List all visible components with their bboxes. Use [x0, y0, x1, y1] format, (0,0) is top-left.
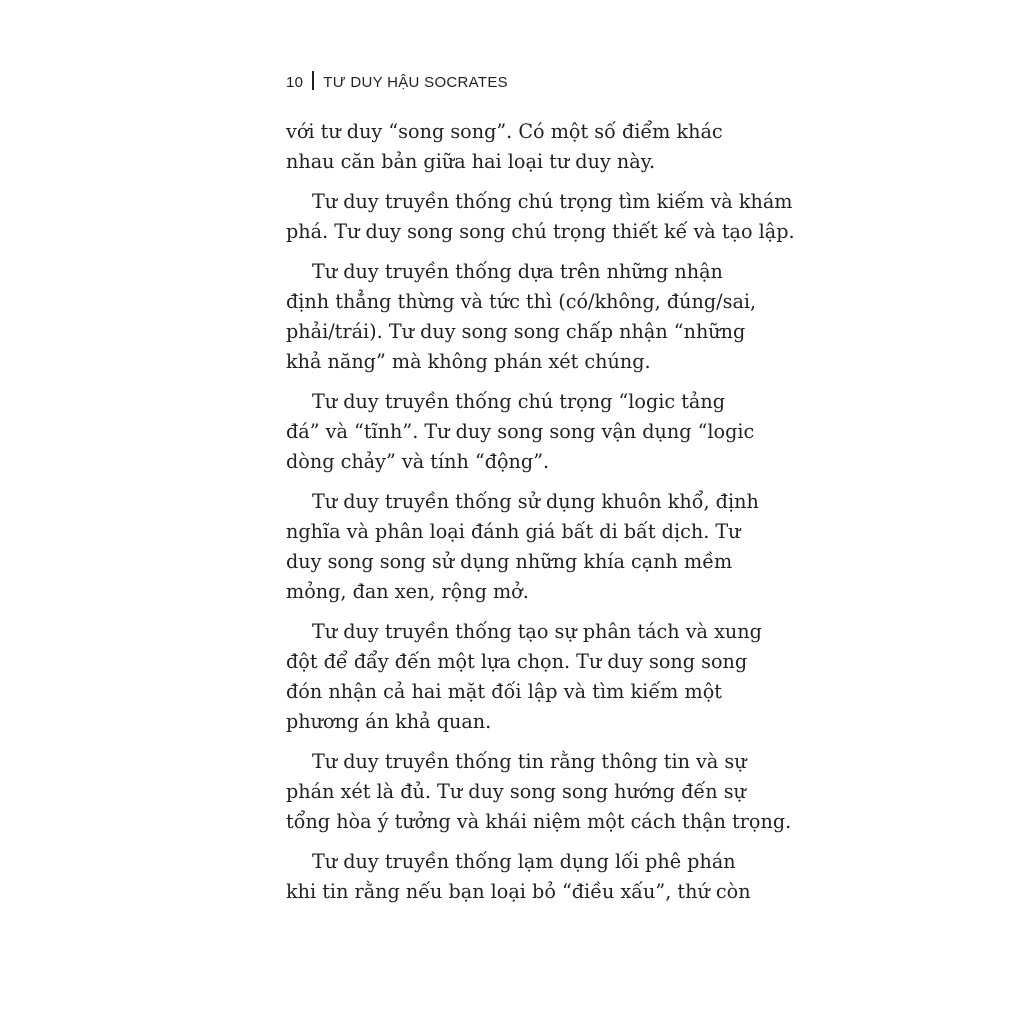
page-number: 10	[286, 73, 304, 91]
running-header	[286, 70, 508, 94]
text-line: Tư duy truyền thống sử dụng khuôn khổ, định	[312, 490, 759, 513]
text-line: dòng chảy” và tính “động”.	[286, 450, 550, 473]
body-text	[286, 117, 795, 917]
paragraph	[286, 117, 722, 177]
text-line: định thẳng thừng và tức thì (có/không, đúng/sai,	[286, 290, 757, 313]
text-line: khả năng” mà không phán xét chúng.	[286, 350, 651, 373]
running-title: TƯ DUY HẬU SOCRATES	[323, 73, 508, 91]
text-line: phán xét là đủ. Tư duy song song hướng đến sự	[286, 780, 746, 803]
text-line: mỏng, đan xen, rộng mở.	[286, 580, 529, 603]
text-line: Tư duy truyền thống chú trọng “logic tảng	[312, 390, 726, 413]
paragraph	[286, 617, 762, 737]
text-line: phương án khả quan.	[286, 710, 492, 733]
paragraph	[286, 487, 759, 607]
text-line: đón nhận cả hai mặt đối lập và tìm kiếm một	[286, 680, 722, 703]
text-line: đá” và “tĩnh”. Tư duy song song vận dụng “logic	[286, 420, 755, 443]
paragraph	[286, 747, 792, 837]
text-line: tổng hòa ý tưởng và khái niệm một cách thận trọng.	[286, 810, 792, 833]
text-line: Tư duy truyền thống dựa trên những nhận	[312, 260, 723, 283]
text-line: Tư duy truyền thống tin rằng thông tin và sự	[312, 750, 747, 773]
header-divider	[312, 71, 314, 90]
text-line: Tư duy truyền thống lạm dụng lối phê phán	[312, 850, 736, 873]
text-line: phá. Tư duy song song chú trọng thiết kế và tạo lập.	[286, 220, 795, 243]
text-line: đột để đẩy đến một lựa chọn. Tư duy song song	[286, 650, 748, 673]
text-line: nhau căn bản giữa hai loại tư duy này.	[286, 150, 656, 173]
paragraph	[286, 387, 755, 477]
text-line: duy song song sử dụng những khía cạnh mềm	[286, 550, 733, 573]
paragraph	[286, 847, 751, 907]
paragraph	[286, 257, 757, 377]
text-line: khi tin rằng nếu bạn loại bỏ “điều xấu”, thứ còn	[286, 880, 751, 903]
text-line: nghĩa và phân loại đánh giá bất di bất dịch. Tư	[286, 520, 741, 543]
text-line: với tư duy “song song”. Có một số điểm khác	[286, 120, 723, 143]
text-line: Tư duy truyền thống tạo sự phân tách và xung	[312, 620, 762, 643]
paragraph	[286, 187, 795, 247]
text-line: Tư duy truyền thống chú trọng tìm kiếm và khám	[312, 190, 793, 213]
text-line: phải/trái). Tư duy song song chấp nhận “những	[286, 320, 746, 343]
